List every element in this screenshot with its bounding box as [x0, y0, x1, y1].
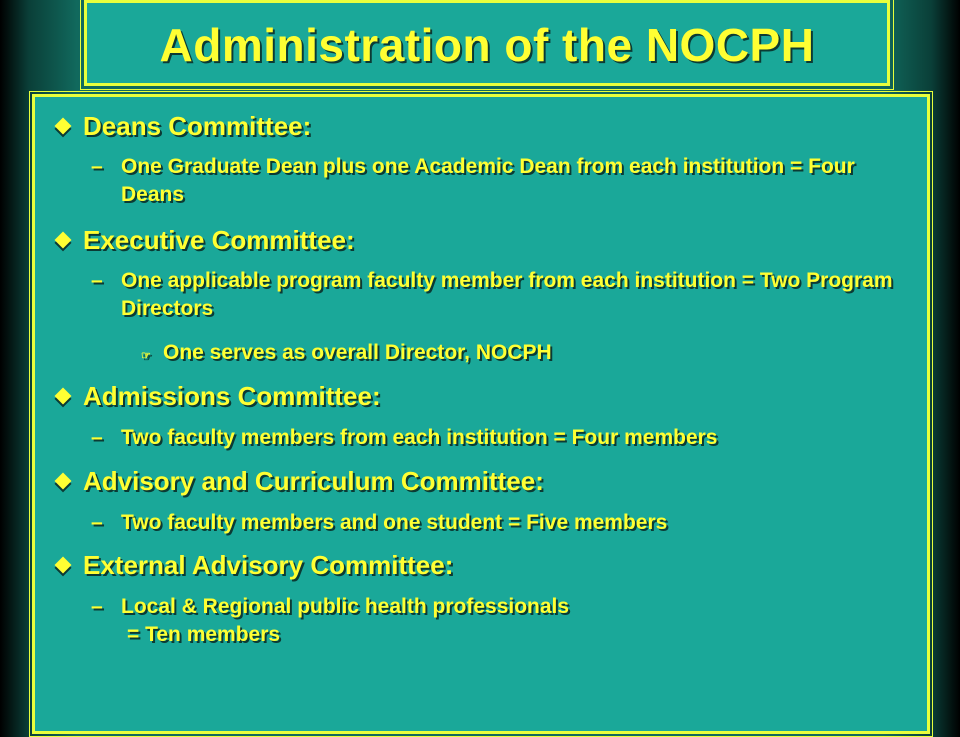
pointing-hand-icon: ☞ — [141, 350, 151, 362]
item-heading: Deans Committee: — [83, 111, 312, 141]
detail-executive-committee — [91, 267, 921, 323]
diamond-bullet-icon — [55, 388, 72, 405]
detail-text: Local & Regional public health professionals — [121, 595, 570, 618]
dash-bullet: – — [91, 426, 103, 449]
item-advisory-curriculum-committee — [51, 466, 544, 497]
item-heading: External Advisory Committee: — [83, 550, 454, 580]
detail-text: Two faculty members from each institution = Four members — [121, 426, 718, 449]
title-panel — [84, 0, 890, 86]
detail-advisory-curriculum-committee — [91, 509, 921, 537]
diamond-bullet-icon — [55, 118, 72, 135]
dash-bullet: – — [91, 155, 103, 178]
detail-text: One applicable program faculty member from each institution = Two Program Directors — [121, 269, 893, 320]
detail-admissions-committee — [91, 424, 921, 452]
dash-bullet: – — [91, 269, 103, 292]
subdetail-text: One serves as overall Director, NOCPH — [163, 341, 552, 364]
content-panel — [32, 94, 930, 734]
continuation-external-advisory-committee — [127, 621, 280, 649]
item-external-advisory-committee — [51, 550, 453, 581]
detail-text: One Graduate Dean plus one Academic Dean from each institution = Four Deans — [121, 155, 855, 206]
dash-bullet: – — [91, 511, 103, 534]
detail-deans-committee — [91, 153, 921, 209]
item-heading: Advisory and Curriculum Committee: — [83, 466, 544, 496]
item-admissions-committee — [51, 381, 381, 412]
diamond-bullet-icon — [55, 232, 72, 249]
item-deans-committee — [51, 111, 311, 142]
dash-bullet: – — [91, 595, 103, 618]
diamond-bullet-icon — [55, 557, 72, 574]
subdetail-executive-committee — [141, 339, 552, 370]
diamond-bullet-icon — [55, 473, 72, 490]
item-heading: Executive Committee: — [83, 225, 355, 255]
item-executive-committee — [51, 225, 355, 256]
item-heading: Admissions Committee: — [83, 381, 381, 411]
detail-text: Two faculty members and one student = Five members — [121, 511, 668, 534]
slide-title: Administration of the NOCPH — [159, 19, 815, 71]
detail-external-advisory-committee — [91, 593, 921, 621]
continuation-text: = Ten members — [127, 623, 281, 646]
